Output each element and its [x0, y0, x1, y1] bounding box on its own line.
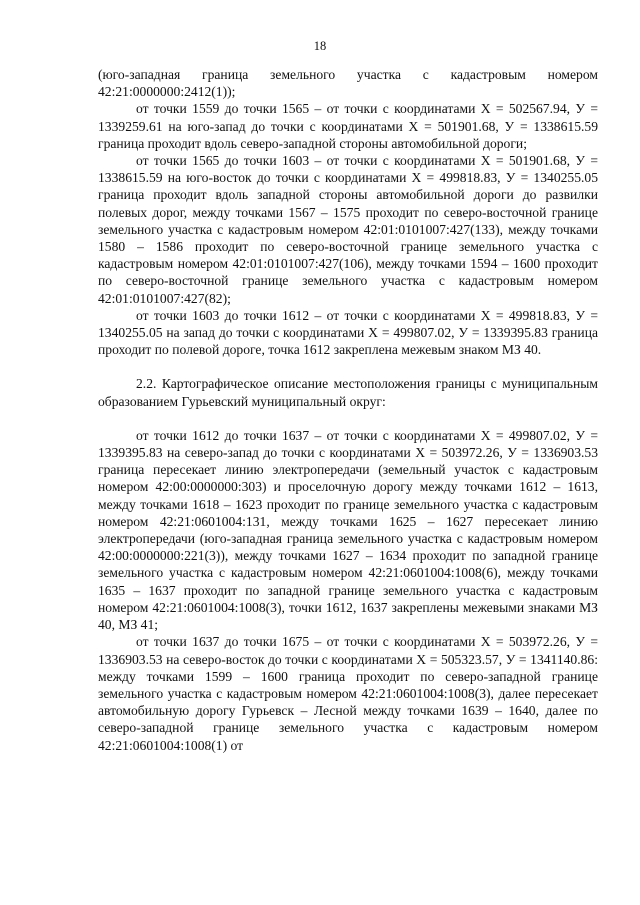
paragraph-boundary-continuation: (юго-западная граница земельного участка с кадастровым номером 42:21:0000000:2412(1)); [98, 67, 598, 100]
document-body [98, 66, 598, 754]
paragraph-points-1612-1637: от точки 1612 до точки 1637 – от точки с координатами Х = 499807.02, У = 1339395.83 на северо-запад до точки с координатами Х = 503972.26, У = 1336903.53 граница пересекает линию электропередачи (земельный участок с кадастровым номером 42:00:0000000:303) и проселочную дорогу между точками 1612 – 1613, между точками 1618 – 1623 проходит по границе земельного участка с кадастровым номером 42:21:0601004:131, между точками 1625 – 1627 пересекает линию электропередачи (юго-западная граница земельного участка с кадастровым номером 42:00:0000000:221(3)), между точками 1627 – 1634 проходит по западной границе земельного участка с кадастровым номером 42:21:0601004:1008(6), между точками 1635 – 1637 проходит по западной границе земельного участка с кадастровым номером 42:21:0601004:1008(3), точки 1612, 1637 закреплены межевыми знаками МЗ 40, МЗ 41; [98, 427, 598, 633]
paragraph-points-1603-1612: от точки 1603 до точки 1612 – от точки с координатами Х = 499818.83, У = 1340255.05 на запад до точки с координатами Х = 499807.02, У = 1339395.83 граница проходит по полевой дороге, точка 1612 закреплена межевым знаком МЗ 40. [98, 307, 598, 358]
paragraph-points-1637-1675: от точки 1637 до точки 1675 – от точки с координатами Х = 503972.26, У = 1336903.53 на северо-восток до точки с координатами Х = 505323.57, У = 1341140.86: между точками 1599 – 1600 граница проходит по северо-западной границе земельного участка с кадастровым номером 42:21:0601004:1008(3), далее пересекает автомобильную дорогу Гурьевск – Лесной между точками 1639 – 1640, далее по северо-западной границе земельного участка с кадастровым номером 42:21:0601004:1008(1) от [98, 634, 598, 753]
page-number: 18 [313, 39, 327, 53]
paragraph-points-1559-1565: от точки 1559 до точки 1565 – от точки с координатами Х = 502567.94, У = 1339259.61 на юго-запад до точки с координатами Х = 501901.68, У = 1338615.59 граница проходит вдоль северо-западной стороны автомобильной дороги; [98, 101, 598, 151]
section-heading-2-2: 2.2. Картографическое описание местоположения границы с муниципальным образованием Гурьевский муниципальный округ: [98, 376, 598, 409]
paragraph-points-1565-1603: от точки 1565 до точки 1603 – от точки с координатами Х = 501901.68, У = 1338615.59 на юго-восток до точки с координатами Х = 499818.83, У = 1340255.05 граница проходит вдоль западной стороны автомобильной дороги до развилки полевых дорог, между точками 1567 – 1575 проходит по северо-восточной границе земельного участка с кадастровым номером 42:01:0101007:427(133), между точками 1580 – 1586 проходит по северо-восточной границе земельного участка с кадастровым номером 42:01:0101007:427(106), между точками 1594 – 1600 проходит по северо-восточной границе земельного участка с кадастровым номером 42:01:0101007:427(82); [98, 153, 598, 306]
